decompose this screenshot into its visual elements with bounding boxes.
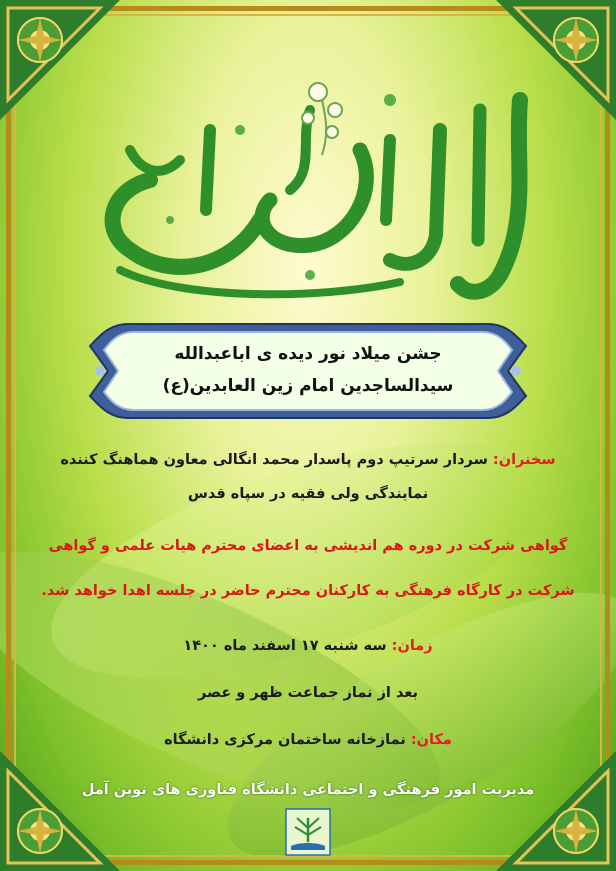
place-label: مکان: [410,732,452,748]
title-cartouche [88,318,528,424]
time-value: سه شنبه ۱۷ اسفند ماه ۱۴۰۰ [183,638,387,654]
cartouche-frame-icon [88,318,528,424]
speaker-label: سخنران: [492,452,556,468]
event-title-line-2: سیدالساجدین امام زین العابدین(ع) [162,376,454,396]
speaker-line-1 [20,452,596,468]
certificate-line-1: گواهی شرکت در دوره هم اندیشی به اعضای محترم هیات علمی و گواهی [48,538,568,554]
time-label: زمان: [391,638,433,654]
corner-ornament-icon [496,751,616,871]
time-after-line: بعد از نماز جماعت ظهر و عصر [198,685,418,701]
certificate-line-2: شرکت در کارگاه فرهنگی به کارکنان محترم حاضر در جلسه اهدا خواهد شد. [41,583,575,599]
speaker-line-2: نمایندگی ولی فقیه در سپاه قدس [187,486,429,502]
organizer-line: مدیریت امور فرهنگی و اجتماعی دانشگاه فناوری های نوین آمل [81,782,535,798]
corner-ornament-icon [0,751,120,871]
place-line [20,732,596,748]
calligraphy-artwork [60,70,560,310]
time-line [20,638,596,654]
place-value: نمازخانه ساختمان مرکزی دانشگاه [164,732,406,748]
speaker-name: سردار سرتیپ دوم پاسدار محمد انگالی معاون هماهنگ کننده [60,452,488,468]
university-logo-icon [285,808,331,856]
event-title-line-1: جشن میلاد نور دیده ی اباعبدالله [174,344,442,364]
